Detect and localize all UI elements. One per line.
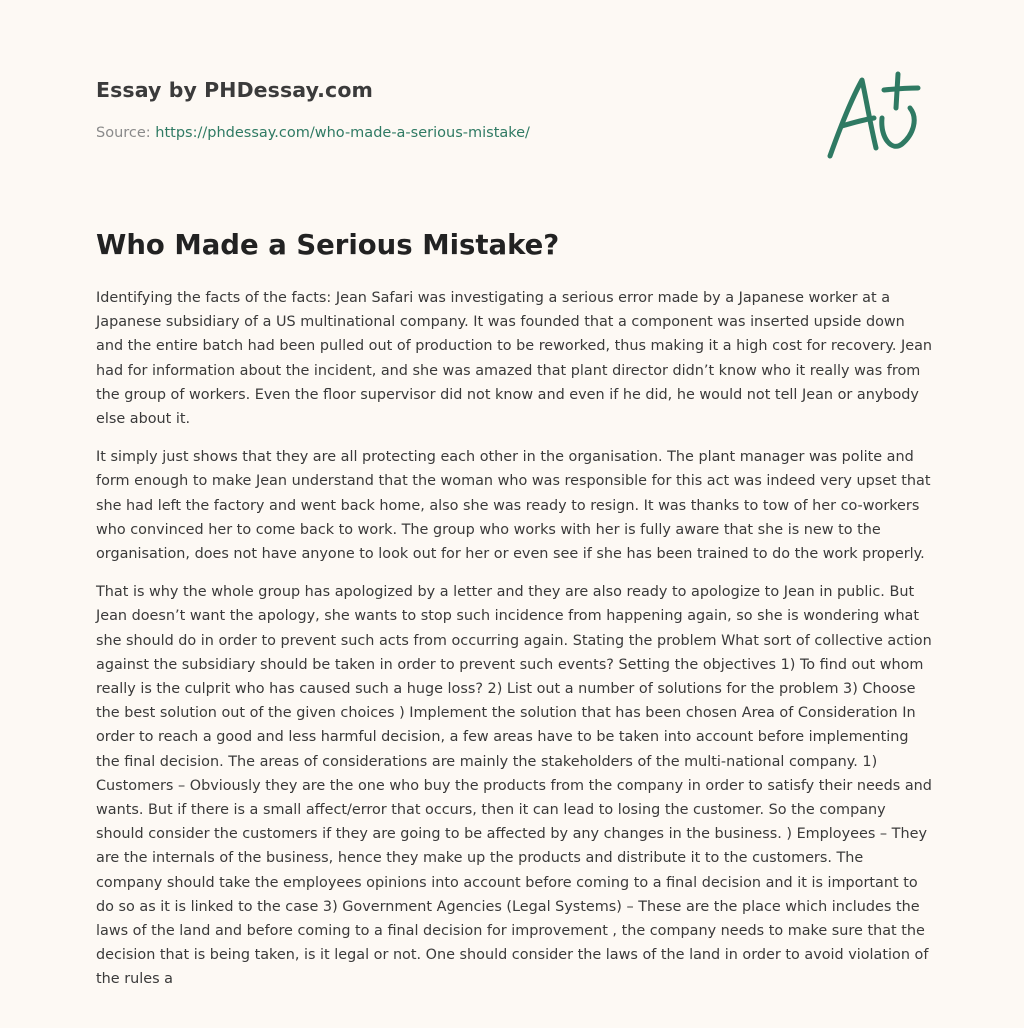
source-link[interactable]: https://phdessay.com/who-made-a-serious-mistake/: [155, 125, 530, 141]
essay-title: Who Made a Serious Mistake?: [96, 229, 560, 261]
essay-body: [96, 286, 932, 1006]
site-brand: Essay by PHDessay.com: [96, 78, 373, 102]
a-plus-grade-icon: [822, 68, 930, 164]
page-header: [96, 76, 928, 166]
source-line: [96, 123, 530, 143]
essay-paragraph: That is why the whole group has apologized by a letter and they are also ready to apologize to Jean in public. But Jean doesn’t want the apology, she wants to stop such incidence from happening again, so she is wondering what she should do in order to prevent such acts from occurring again. Stating the problem What sort of collective action against the subsidiary should be taken in order to prevent such events? Setting the objectives 1) To find out whom really is the culprit who has caused such a huge loss? 2) List out a number of solutions for the problem 3) Choose the best solution out of the given choices ) Implement the solution that has been chosen Area of Consideration In order to reach a good and less harmful decision, a few areas have to be taken into account before implementing the final decision. The areas of considerations are mainly the stakeholders of the multi-national company. 1) Customers – Obviously they are the one who buy the products from the company in order to satisfy their needs and wants. But if there is a small affect/error that occurs, then it can lead to losing the customer. So the company should consider the customers if they are going to be affected by any changes in the business. ) Employees – They are the internals of the business, hence they make up the products and distribute it to the customers. The company should take the employees opinions into account before coming to a final decision and it is important to do so as it is linked to the case 3) Government Agencies (Legal Systems) – These are the place which includes the laws of the land and before coming to a final decision for improvement , the company needs to make sure that the decision that is being taken, is it legal or not. One should consider the laws of the land in order to avoid violation of the rules a: [96, 584, 932, 988]
essay-paragraph: It simply just shows that they are all protecting each other in the organisation. The plant manager was polite and form enough to make Jean understand that the woman who was responsible for this act was indeed very upset that she had left the factory and went back home, also she was ready to resign. It was thanks to tow of her co-workers who convinced her to come back to work. The group who works with her is fully aware that she is new to the organisation, does not have anyone to look out for her or even see if she has been trained to do the work properly.: [96, 449, 931, 563]
source-label: Source:: [96, 125, 151, 141]
essay-paragraph: Identifying the facts of the facts: Jean Safari was investigating a serious error made by a Japanese worker at a Japanese subsidiary of a US multinational company. It was founded that a component was inserted upside down and the entire batch had been pulled out of production to be reworked, thus making it a high cost for recovery. Jean had for information about the incident, and she was amazed that plant director didn’t know who it really was from the group of workers. Even the floor supervisor did not know and even if he did, he would not tell Jean or anybody else about it.: [96, 290, 933, 428]
